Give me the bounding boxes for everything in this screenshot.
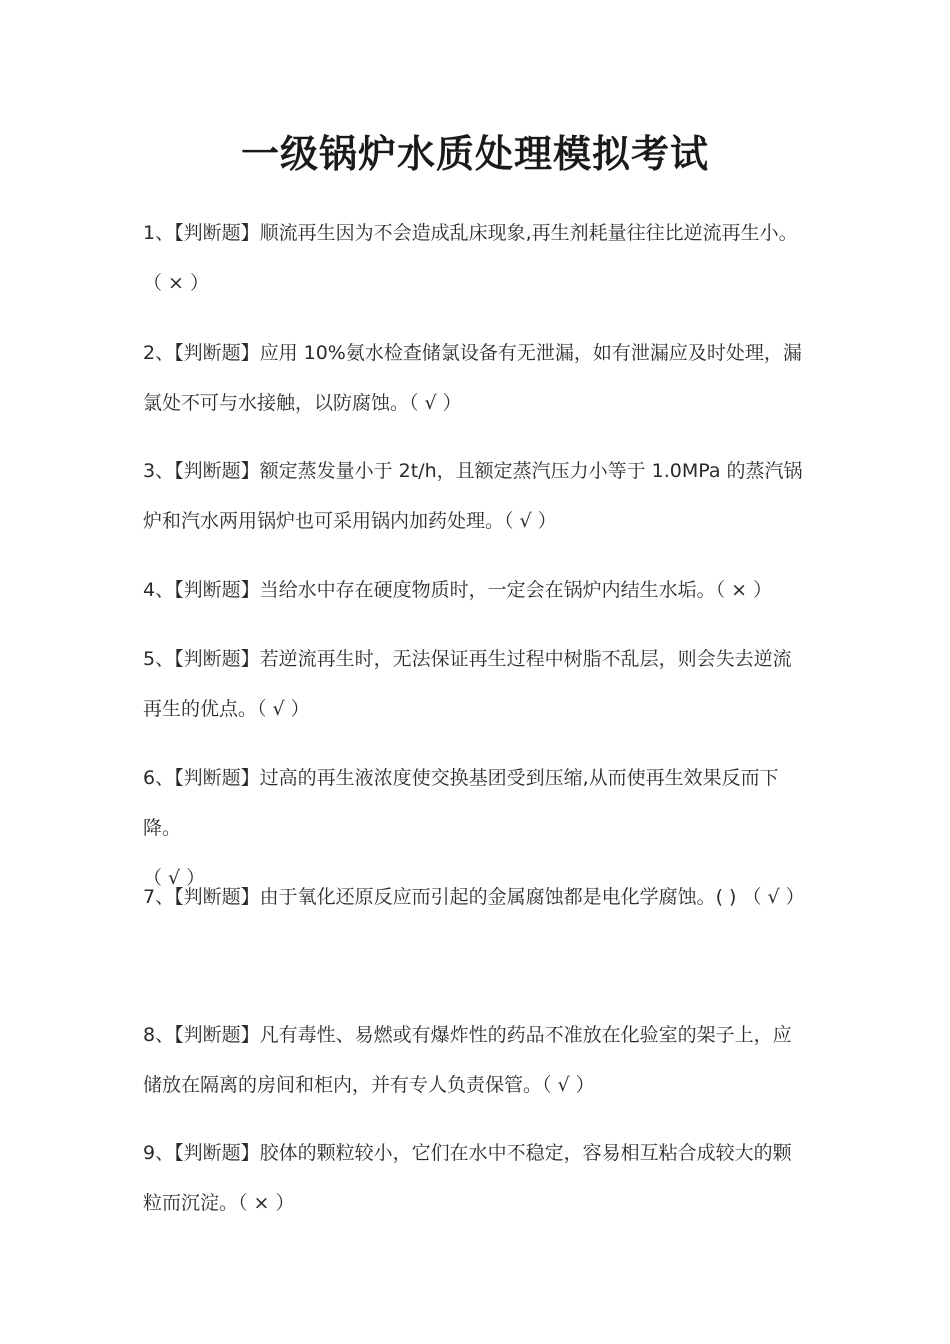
question-answer-line: 再生的优点。（ √ ） (143, 698, 310, 720)
question-line: 3、【判断题】额定蒸发量小于 2t/h，且额定蒸汽压力小等于 1.0MPa 的蒸汽锅 (143, 460, 803, 482)
question-answer-line: 储放在隔离的房间和柜内，并有专人负责保管。（ √ ） (143, 1074, 595, 1096)
question-answer-line: 粒而沉淀。（ × ） (143, 1192, 295, 1214)
question-line: 7、【判断题】由于氧化还原反应而引起的金属腐蚀都是电化学腐蚀。( ) （ √ ） (143, 886, 805, 908)
document-title: 一级锅炉水质处理模拟考试 (240, 132, 709, 176)
question-line: 9、【判断题】胶体的颗粒较小，它们在水中不稳定，容易相互粘合成较大的颗 (143, 1142, 792, 1164)
question-8 (143, 1010, 815, 1110)
question-5 (143, 634, 815, 734)
question-line: 5、【判断题】若逆流再生时，无法保证再生过程中树脂不乱层，则会失去逆流 (143, 648, 792, 670)
question-line: 2、【判断题】应用 10%氨水检查储氯设备有无泄漏，如有泄漏应及时处理，漏 (143, 342, 802, 364)
question-9 (143, 1128, 815, 1228)
question-1 (143, 208, 815, 308)
question-line: 1、【判断题】顺流再生因为不会造成乱床现象,再生剂耗量往往比逆流再生小。 (143, 222, 798, 244)
question-7 (143, 872, 815, 922)
question-line: 4、【判断题】当给水中存在硬度物质时，一定会在锅炉内结生水垢。（ × ） (143, 579, 773, 601)
question-answer-line: （ √ ） (143, 867, 206, 889)
question-line: 8、【判断题】凡有毒性、易燃或有爆炸性的药品不准放在化验室的架子上，应 (143, 1024, 792, 1046)
question-answer-line: 炉和汽水两用锅炉也可采用锅内加药处理。（ √ ） (143, 510, 557, 532)
question-4 (143, 565, 815, 615)
question-line: 6、【判断题】过高的再生液浓度使交换基团受到压缩,从而使再生效果反而下降。 (143, 767, 779, 839)
question-2 (143, 328, 815, 428)
question-answer-line: 氯处不可与水接触，以防腐蚀。（ √ ） (143, 392, 462, 414)
question-answer-line: （ × ） (143, 272, 209, 294)
question-3 (143, 446, 815, 546)
